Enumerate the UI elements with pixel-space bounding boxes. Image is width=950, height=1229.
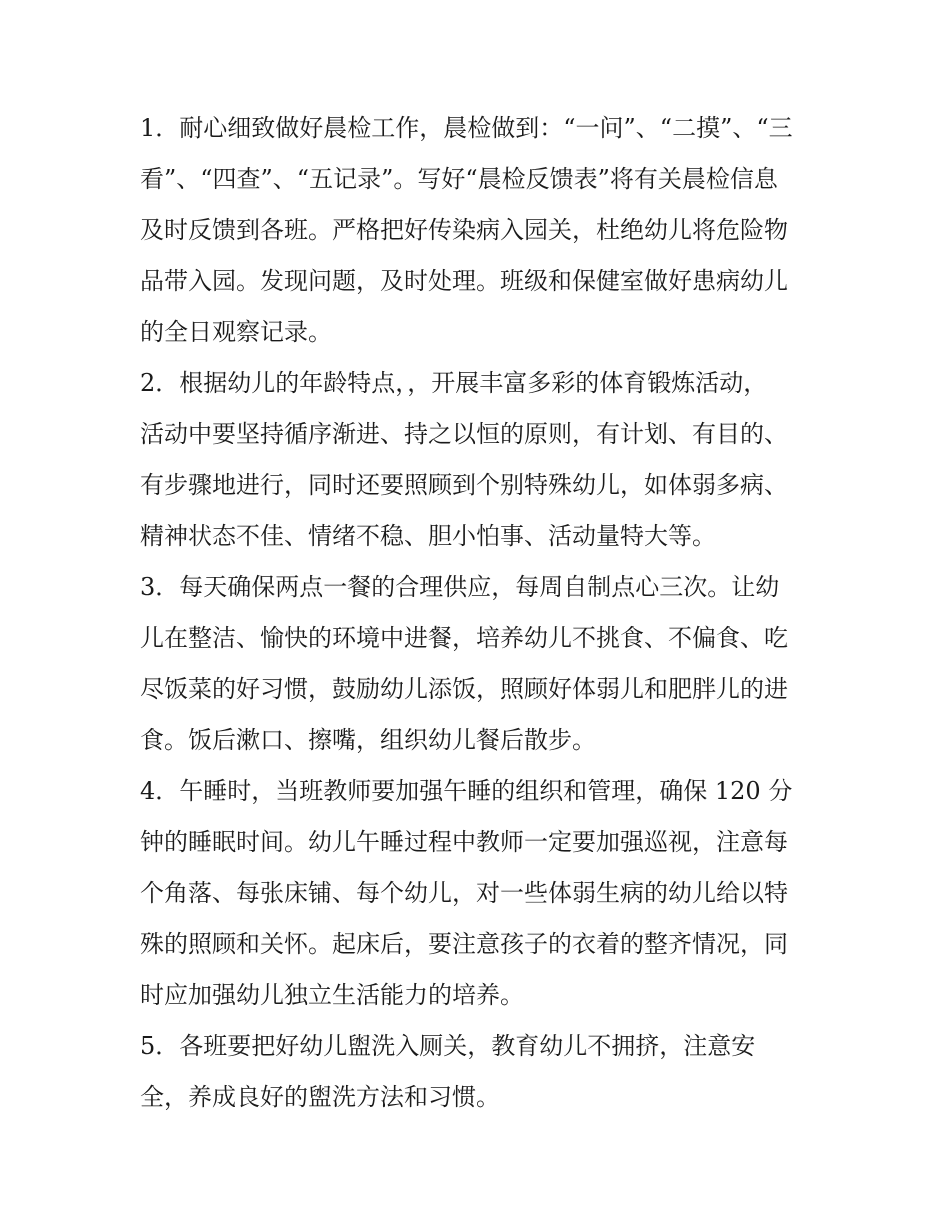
paragraph-5-washing [140,1021,818,1123]
text-line: 活动中要坚持循序渐进、持之以恒的原则，有计划、有目的、 [140,420,788,448]
paragraph-1-morning-check [140,103,818,358]
text-line: 个角落、每张床铺、每个幼儿，对一些体弱生病的幼儿给以特 [140,879,788,907]
text-line: 时应加强幼儿独立生活能力的培养。 [140,981,524,1009]
text-line: 尽饭菜的好习惯，鼓励幼儿添饭，照顾好体弱儿和肥胖儿的进 [140,675,788,703]
text-line: 精神状态不佳、情绪不稳、胆小怕事、活动量特大等。 [140,522,716,550]
text-line: 2．根据幼儿的年龄特点，，开展丰富多彩的体育锻炼活动， [140,369,768,397]
text-line: 4．午睡时，当班教师要加强午睡的组织和管理，确保 120 分 [140,777,793,805]
text-line: 品带入园。发现问题，及时处理。班级和保健室做好患病幼儿 [140,267,788,295]
text-line: 3．每天确保两点一餐的合理供应，每周自制点心三次。让幼 [140,573,780,601]
paragraph-4-nap-time [140,766,818,1021]
text-line: 1．耐心细致做好晨检工作，晨检做到：“一问”、“二摸”、“三 [140,114,793,142]
text-line: 全，养成良好的盥洗方法和习惯。 [140,1083,500,1111]
text-line: 食。饭后漱口、擦嘴，组织幼儿餐后散步。 [140,726,596,754]
text-line: 有步骤地进行，同时还要照顾到个别特殊幼儿，如体弱多病、 [140,471,788,499]
paragraph-2-physical-exercise [140,358,818,562]
paragraph-3-meals [140,562,818,766]
text-line: 钟的睡眠时间。幼儿午睡过程中教师一定要加强巡视，注意每 [140,828,788,856]
text-line: 5．各班要把好幼儿盥洗入厕关，教育幼儿不拥挤，注意安 [140,1032,756,1060]
text-line: 及时反馈到各班。严格把好传染病入园关，杜绝幼儿将危险物 [140,216,788,244]
text-line: 儿在整洁、愉快的环境中进餐，培养幼儿不挑食、不偏食、吃 [140,624,788,652]
document-body [140,103,818,1123]
text-line: 看”、“四查”、“五记录”。写好“晨检反馈表”将有关晨检信息 [140,165,778,193]
text-line: 的全日观察记录。 [140,318,332,346]
text-line: 殊的照顾和关怀。起床后，要注意孩子的衣着的整齐情况，同 [140,930,788,958]
